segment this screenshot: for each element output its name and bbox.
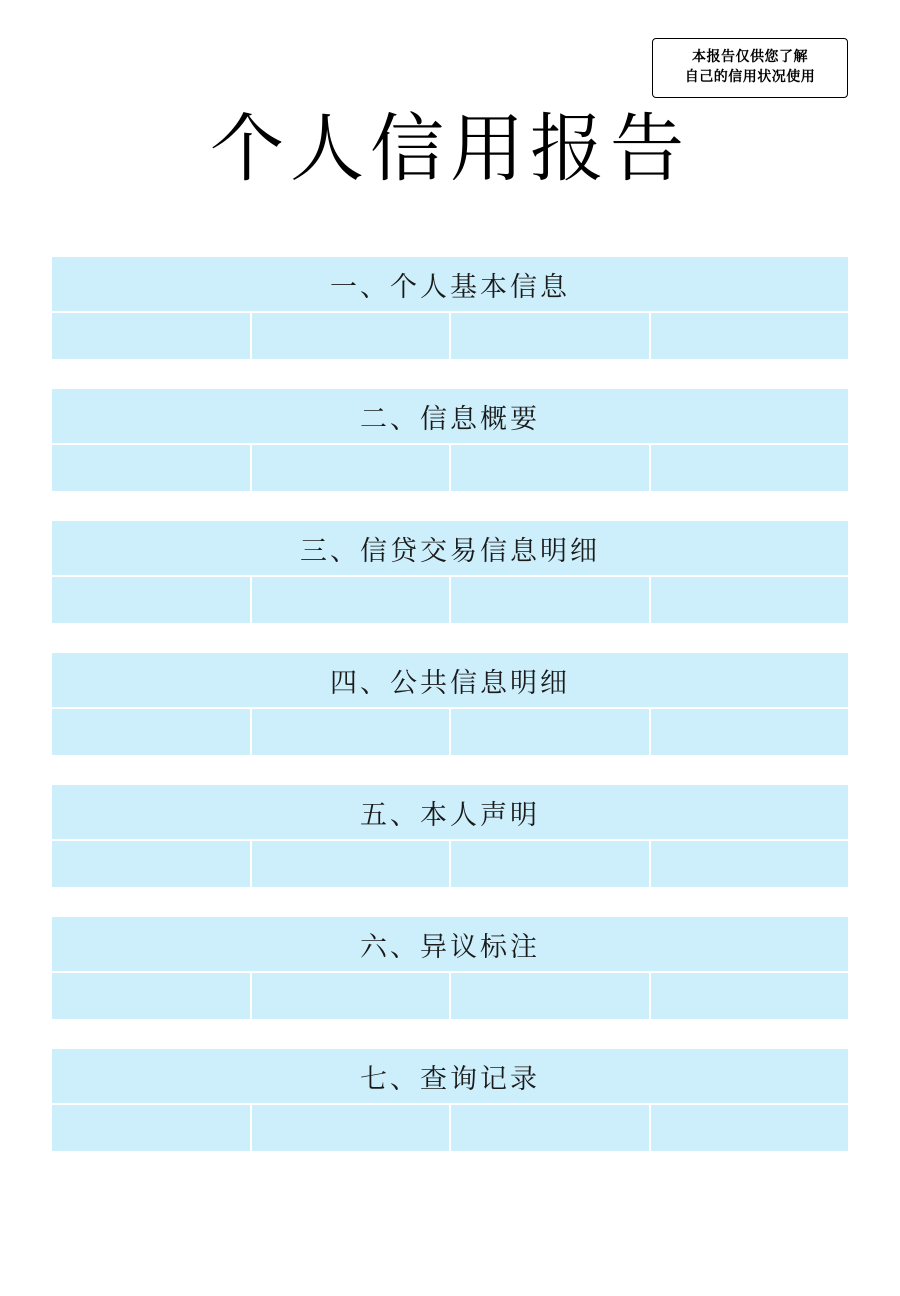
section-cell (51, 972, 251, 1020)
section-query-records (50, 1047, 850, 1153)
section-cell (51, 708, 251, 756)
report-notice-line-1: 本报告仅供您了解 (692, 49, 808, 65)
section-cell-row (51, 972, 849, 1020)
section-cell (450, 708, 650, 756)
report-notice-line-2: 自己的信用状况使用 (684, 69, 816, 86)
section-cell (650, 444, 850, 492)
section-self-statement (50, 783, 850, 889)
section-cell (51, 312, 251, 360)
section-dispute-annotation (50, 915, 850, 1021)
section-cell (251, 444, 451, 492)
section-cell (650, 312, 850, 360)
section-cell (450, 972, 650, 1020)
section-cell (650, 1104, 850, 1152)
section-heading: 四、公共信息明细 (51, 652, 849, 708)
section-heading: 七、查询记录 (51, 1048, 849, 1104)
section-cell-row (51, 1104, 849, 1152)
section-heading: 一、个人基本信息 (51, 256, 849, 312)
section-cell (650, 840, 850, 888)
section-cell (450, 576, 650, 624)
section-heading: 二、信息概要 (51, 388, 849, 444)
section-cell-row (51, 312, 849, 360)
section-cell (450, 444, 650, 492)
section-heading: 三、信贷交易信息明细 (51, 520, 849, 576)
section-cell (251, 312, 451, 360)
section-cell-row (51, 444, 849, 492)
section-cell-row (51, 708, 849, 756)
section-public-info-details (50, 651, 850, 757)
section-cell (251, 708, 451, 756)
section-cell (450, 1104, 650, 1152)
section-cell (51, 444, 251, 492)
section-cell (251, 1104, 451, 1152)
section-cell (450, 840, 650, 888)
section-cell-row (51, 840, 849, 888)
report-notice-box (652, 38, 848, 98)
section-heading: 五、本人声明 (51, 784, 849, 840)
section-cell (251, 972, 451, 1020)
section-list (50, 255, 850, 1179)
section-cell (51, 840, 251, 888)
page-title: 个人信用报告 (210, 106, 690, 192)
section-cell (251, 576, 451, 624)
section-heading: 六、异议标注 (51, 916, 849, 972)
section-personal-basic-info (50, 255, 850, 361)
section-cell-row (51, 576, 849, 624)
section-cell (650, 972, 850, 1020)
section-cell (650, 576, 850, 624)
section-cell (251, 840, 451, 888)
section-cell (650, 708, 850, 756)
section-credit-transaction-details (50, 519, 850, 625)
section-info-summary (50, 387, 850, 493)
section-cell (450, 312, 650, 360)
section-cell (51, 576, 251, 624)
section-cell (51, 1104, 251, 1152)
